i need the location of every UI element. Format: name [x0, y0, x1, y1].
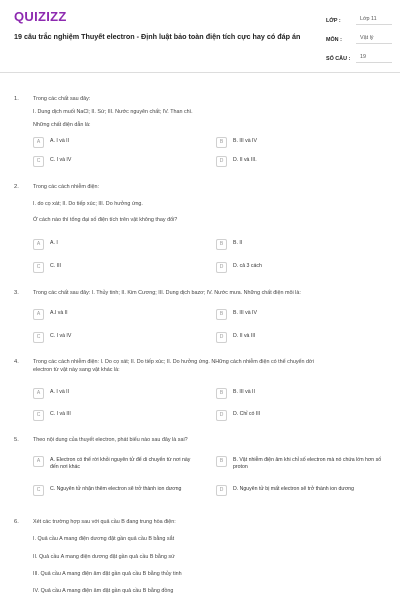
option-key: B — [216, 388, 227, 399]
option-key: D — [216, 332, 227, 343]
question-text: Trong các cách nhiễm điện: — [33, 184, 100, 190]
option-key: D — [216, 156, 227, 167]
option-text: D. II và III — [233, 333, 256, 339]
meta-row-count — [326, 49, 392, 68]
option-text: A. Electron có thể rời khỏi nguyên tử để di chuyển từ nơi này đến nơi khác — [50, 457, 191, 470]
question-text: Theo nội dung của thuyết electron, phát biểu nào sau đây là sai? — [33, 437, 188, 443]
option-key: C — [33, 410, 44, 421]
option-text: D. Nguyên tử bị mất electron sẽ trở thành ion dương — [233, 486, 355, 492]
option-key: C — [33, 262, 44, 273]
option-key: D — [216, 485, 227, 496]
question-text: Những chất điện dẫn là: — [33, 122, 91, 128]
meta-value: Lớp 11 — [356, 16, 392, 25]
option-key: C — [33, 332, 44, 343]
option-text: B. Vật nhiễm điện âm khi chỉ số electron mà nó chứa lớn hơn số proton — [233, 457, 382, 470]
option-text: C. I và IV — [50, 157, 72, 163]
option-key: B — [216, 309, 227, 320]
option-text: A.I và II — [50, 310, 68, 316]
option-key: A — [33, 456, 44, 467]
question-number: 3. — [14, 290, 19, 296]
question-text: I. Dung dịch muối NaCl; II. Sứ; III. Nước nguyên chất; IV. Than chì. — [33, 109, 193, 115]
question-text: IV. Quả cầu A mang điện âm đặt gần quả cầu B bằng đồng — [33, 588, 174, 594]
quizizz-logo: QUIZIZZ — [14, 9, 67, 24]
option-text: D. cả 3 cách — [233, 263, 262, 269]
question-text: electron từ vật này sang vật khác là: — [33, 367, 120, 373]
question-text: Ở cách nào thì tổng đại số điện tích trên vật không thay đổi? — [33, 217, 178, 223]
option-key: A — [33, 137, 44, 148]
option-key: C — [33, 485, 44, 496]
question-text: Trong các chất sau đây: I. Thủy tinh; II. Kim Cương; III. Dung dịch bazơ; IV. Nước mưa. Những chất điện môi là: — [33, 290, 301, 296]
option-text: D. II và III. — [233, 157, 257, 163]
option-key: B — [216, 137, 227, 148]
question-text: I. do cọ xát; II. Do tiếp xúc; III. Do hưởng ứng. — [33, 201, 143, 207]
question-text: Xét các trường hợp sau với quả cầu B đang trung hòa điện: — [33, 519, 176, 525]
worksheet-title: 19 câu trắc nghiệm Thuyết electron - Định luật bảo toàn điện tích cực hay có đáp án — [14, 32, 301, 41]
option-text: B. III và IV — [233, 310, 257, 316]
option-key: A — [33, 239, 44, 250]
option-text: B. III và II — [233, 389, 255, 395]
question-text: II. Quả cầu A mang điện dương đặt gần quả cầu B bằng sứ — [33, 554, 175, 560]
option-text: A. I — [50, 240, 58, 246]
option-text: C. Nguyên tử nhận thêm electron sẽ trở thành ion dương — [50, 486, 182, 492]
worksheet-meta — [326, 11, 392, 68]
meta-label: LỚP : — [326, 17, 341, 24]
option-text: A. I và II — [50, 389, 70, 395]
option-text: C. III — [50, 263, 61, 269]
option-key: A — [33, 388, 44, 399]
option-text: A. I và II — [50, 138, 70, 144]
option-key: B — [216, 239, 227, 250]
meta-row-subject — [326, 30, 392, 49]
option-key: C — [33, 156, 44, 167]
meta-label: SỐ CÂU : — [326, 55, 351, 62]
meta-label: MÔN : — [326, 36, 342, 43]
meta-value: Vật lý — [356, 35, 392, 44]
option-text: C. I và III — [50, 411, 71, 417]
meta-value: 19 — [356, 54, 392, 63]
option-key: A — [33, 309, 44, 320]
option-key: B — [216, 456, 227, 467]
question-text: Trong các cách nhiễm điện: I. Do cọ xát; II. Do tiếp xúc; II. Do hưởng ứng. NHững cách nhiễm điện có thể chuyển dời — [33, 359, 314, 365]
question-number: 6. — [14, 519, 19, 525]
option-key: D — [216, 262, 227, 273]
question-text: III. Quả cầu A mang điện âm đặt gần quả cầu B bằng thủy tinh — [33, 571, 182, 577]
worksheet-header — [0, 0, 400, 73]
option-key: D — [216, 410, 227, 421]
option-text: C. I và IV — [50, 333, 72, 339]
option-text: B. II — [233, 240, 243, 246]
option-text: D. Chỉ có III — [233, 411, 261, 417]
question-number: 4. — [14, 359, 19, 365]
option-text: B. III và IV — [233, 138, 257, 144]
question-text: I. Quả cầu A mang điện dương đặt gần quả cầu B bằng sắt — [33, 536, 175, 542]
question-number: 5. — [14, 437, 19, 443]
question-number: 1. — [14, 96, 19, 102]
question-number: 2. — [14, 184, 19, 190]
meta-row-class — [326, 11, 392, 30]
question-text: Trong các chất sau đây: — [33, 96, 91, 102]
